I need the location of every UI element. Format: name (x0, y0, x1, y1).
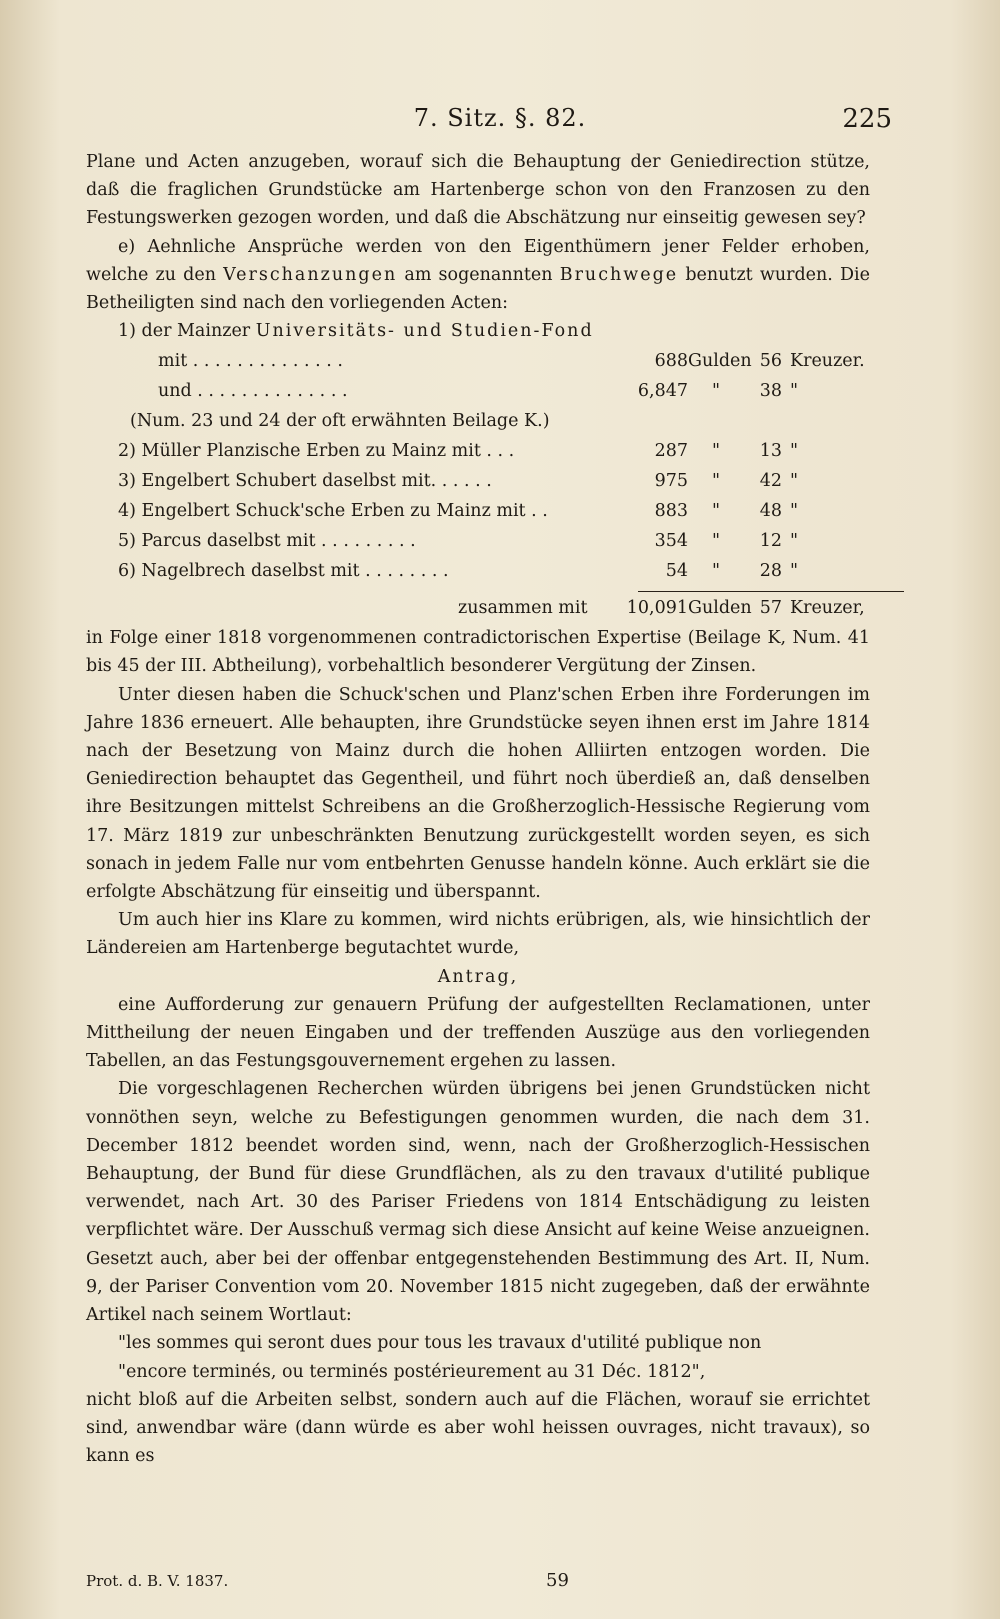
row-unit: " (711, 561, 721, 582)
row-amount-2: 38 (759, 381, 782, 402)
row-amount-2: 48 (759, 501, 782, 522)
paragraph-2-a: e) Aehnliche Ansprüche werden von den Eigenthümern jener Felder erhoben, welche zu den (86, 236, 870, 285)
list-item-1-head (118, 317, 870, 347)
row-amount: 688 (654, 351, 688, 372)
paragraph-5: Um auch hier ins Klare zu kommen, wird nichts erübrigen, als, wie hinsichtlich der Ländereien am Hartenberge begutachtet wurde, (86, 910, 870, 959)
page-footer (86, 1570, 882, 1596)
row-label: 2) Müller Planzische Erben zu Mainz mit . . . (118, 441, 515, 462)
row-label: 6) Nagelbrech daselbst mit . . . . . . . . (118, 561, 449, 582)
row-amount-2: 12 (759, 531, 782, 552)
row-amount: 287 (654, 441, 688, 462)
row-amount: 975 (654, 471, 688, 492)
paragraph-2-c: am sogenannten (404, 264, 553, 285)
row-unit-2: " (790, 561, 799, 582)
list-item-1-name: Universitäts- und Studien-Fond (255, 321, 594, 342)
paragraph-6: eine Aufforderung zur genauern Prüfung der aufgestellten Reclamationen, unter Mittheilung der neuen Eingaben und der treffenden Auszüge aus den vorliegenden Tabellen, an das Festungsgouvernement ergehen zu lassen. (86, 994, 870, 1072)
page-header (0, 104, 1000, 144)
page-number: 225 (842, 104, 892, 134)
total-unit-2: Kreuzer, (790, 598, 865, 619)
list-row (118, 527, 870, 557)
motion-heading: Antrag, (437, 966, 519, 987)
row-unit-2: " (790, 471, 799, 492)
row-label: 4) Engelbert Schuck'sche Erben zu Mainz mit . . (118, 501, 548, 522)
row-label: 3) Engelbert Schubert daselbst mit. . . . . . (118, 471, 492, 492)
row-label: und . . . . . . . . . . . . . . (158, 381, 348, 402)
row-unit: " (711, 381, 721, 402)
paragraph-3: in Folge einer 1818 vorgenommenen contradictorischen Expertise (Beilage K, Num. 41 bis 45 der III. Abtheilung), vorbehaltlich besonderer Vergütung der Zinsen. (86, 628, 870, 677)
list-item-1-note (118, 407, 870, 437)
paragraph-2-d: Bruchwege (559, 264, 679, 285)
page-body (86, 148, 870, 1470)
row-label: mit . . . . . . . . . . . . . . (158, 351, 343, 372)
row-unit: " (711, 531, 721, 552)
note-text: (Num. 23 und 24 der oft erwähnten Beilage K.) (130, 411, 550, 432)
row-amount-2: 56 (759, 351, 782, 372)
paragraph-8: nicht bloß auf die Arbeiten selbst, sondern auch auf die Flächen, worauf sie errichtet sind, anwendbar wäre (dann würde es aber wohl heissen ouvrages, nicht travaux), so kann es (86, 1389, 870, 1467)
row-unit-2: Kreuzer. (790, 351, 865, 372)
signature-mark: 59 (546, 1570, 569, 1591)
paragraph-7: Die vorgeschlagenen Recherchen würden übrigens bei jenen Grundstücken nicht vonnöthen seyn, welche zu Befestigungen genommen wurden, die nach dem 31. December 1812 beendet worden sind, wenn, nach der Großherzoglich-Hessischen Behauptung, der Bund für diese Grundflächen, als zu den travaux d'utilité publique verwendet, nach Art. 30 des Pariser Friedens von 1814 Entschädigung zu leisten verpflichtet wäre. Der Ausschuß vermag sich diese Ansicht auf keine Weise anzueignen. Gesetzt auch, aber bei der offenbar entgegenstehenden Bestimmung des Art. II, Num. 9, der Pariser Convention vom 20. November 1815 nicht zugegeben, daß der erwähnte Artikel nach seinem Wortlaut: (86, 1079, 870, 1326)
row-amount: 6,847 (637, 381, 688, 402)
row-unit: " (711, 441, 721, 462)
row-amount-2: 42 (759, 471, 782, 492)
total-label: zusammen mit (458, 598, 588, 619)
row-unit: " (711, 501, 721, 522)
total-amount-2: 57 (759, 598, 782, 619)
total-unit: Gulden (688, 598, 752, 619)
row-unit-2: " (790, 441, 799, 462)
row-amount: 883 (654, 501, 688, 522)
running-head: 7. Sitz. §. 82. (413, 104, 587, 132)
row-unit: " (711, 471, 721, 492)
row-amount: 354 (654, 531, 688, 552)
row-unit-2: " (790, 381, 799, 402)
paragraph-4: Unter diesen haben die Schuck'schen und Planz'schen Erben ihre Forderungen im Jahre 1836 erneuert. Alle behaupten, ihre Grundstücke seyen ihnen erst im Jahre 1814 nach der Besetzung von Mainz durch die hohen Alliirten entzogen worden. Die Geniedirection behauptet das Gegentheil, und führt noch überdieß an, daß denselben ihre Besitzungen mittelst Schreibens an die Großherzoglich-Hessische Regierung vom 17. März 1819 zur unbeschränkten Benutzung zurückgestellt worden seyen, es sich sonach in jedem Falle nur vom entbehrten Genusse handeln könne. Auch erklärt sie die erfolgte Abschätzung für einseitig und überspannt. (86, 684, 870, 903)
row-amount-2: 13 (759, 441, 782, 462)
footer-protocol: Prot. d. B. V. 1837. (86, 1572, 229, 1590)
list-row (118, 497, 870, 527)
list-item-1-number: 1) der Mainzer (118, 321, 251, 342)
list-row (118, 347, 870, 377)
row-unit-2: " (790, 501, 799, 522)
quote-line-1: "les sommes qui seront dues pour tous les travaux d'utilité publique non (118, 1333, 762, 1354)
row-amount-2: 28 (759, 561, 782, 582)
claims-list (86, 317, 870, 624)
list-row (118, 437, 870, 467)
list-row (118, 557, 870, 587)
list-row (118, 467, 870, 497)
paragraph-1: Plane und Acten anzugeben, worauf sich die Behauptung der Geniedirection stütze, daß die fraglichen Grundstücke am Hartenberge schon von den Franzosen zu den Festungswerken gezogen worden, und daß die Abschätzung nur einseitig gewesen sey? (86, 152, 870, 229)
total-amount: 10,091 (626, 598, 688, 619)
list-row (118, 377, 870, 407)
total-row (118, 594, 870, 624)
paragraph-2-e: benutzt wurden. Die Betheiligten sind nach den vorliegenden Acten: (86, 264, 870, 314)
paragraph-2-b: Verschanzungen (223, 264, 398, 285)
row-label: 5) Parcus daselbst mit . . . . . . . . . (118, 531, 416, 552)
paragraph-2 (86, 233, 870, 318)
row-unit-2: " (790, 531, 799, 552)
row-unit: Gulden (688, 351, 752, 372)
quote-line-2: "encore terminés, ou terminés postérieurement au 31 Déc. 1812", (118, 1361, 706, 1382)
row-amount: 54 (665, 561, 688, 582)
sum-rule (638, 591, 904, 592)
